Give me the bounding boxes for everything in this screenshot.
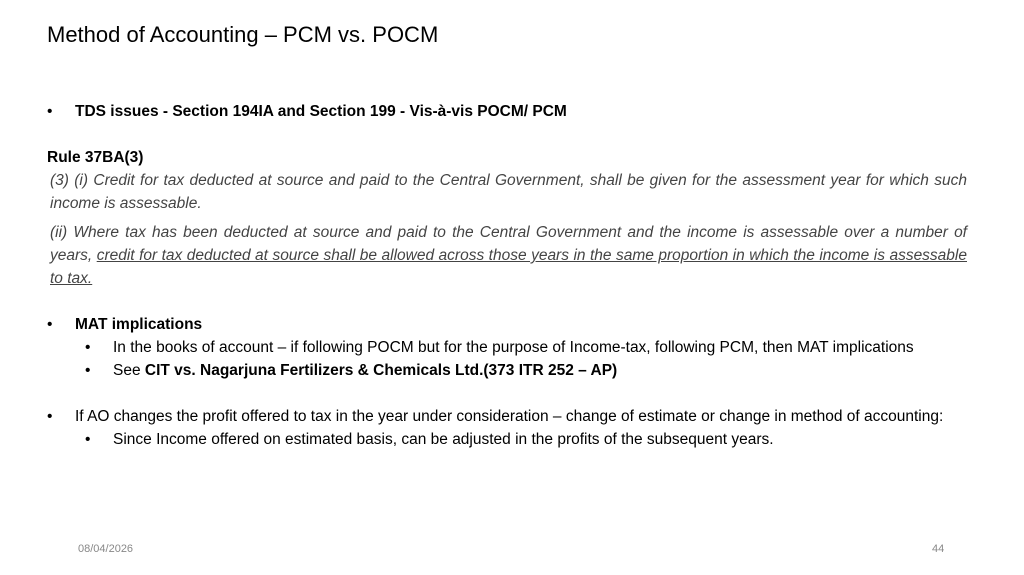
rule-para-1: (3) (i) Credit for tax deducted at source and paid to the Central Government, shall be given for the assessment year for which such income is assessable. [50, 172, 967, 212]
footer-page-number: 44 [932, 543, 945, 555]
bullet-icon: • [85, 339, 91, 356]
mat-heading: MAT implications [75, 316, 203, 333]
rule-heading: Rule 37BA(3) [47, 149, 144, 166]
footer-date: 08/04/2026 [78, 543, 134, 555]
ao-bullet [47, 405, 967, 428]
bullet-icon: • [47, 408, 53, 425]
bullet-icon: • [85, 431, 91, 448]
tds-bullet [47, 100, 967, 123]
rule-para-2-underlined: credit for tax deducted at source shall be allowed across those years in the same proportion in which the income is assessable to tax. [50, 247, 967, 287]
bullet-icon: • [47, 316, 53, 333]
ao-sub-1-text: Since Income offered on estimated basis, can be adjusted in the profits of the subsequent years. [113, 431, 774, 448]
mat-sub-2 [47, 359, 967, 382]
mat-sub-1 [47, 336, 967, 359]
slide-content [47, 100, 967, 451]
rule-para-2-plain: (ii) Where tax has been deducted at source and paid to the Central Government and the income is assessable over a number of years, [50, 224, 967, 264]
rule-text [47, 169, 967, 290]
slide-title: Method of Accounting – PCM vs. POCM [47, 22, 439, 47]
mat-sub-1-text: In the books of account – if following POCM but for the purpose of Income-tax, following PCM, then MAT implications [113, 339, 914, 356]
mat-sub-2-prefix: See [113, 362, 145, 379]
ao-sub-1 [47, 428, 967, 451]
tds-heading: TDS issues - Section 194IA and Section 199 - Vis-à-vis POCM/ PCM [75, 103, 567, 120]
ao-text: If AO changes the profit offered to tax in the year under consideration – change of estimate or change in method of accounting: [75, 408, 944, 425]
rule-para-2 [50, 221, 967, 290]
mat-bullet [47, 313, 967, 336]
mat-sub-2-case: CIT vs. Nagarjuna Fertilizers & Chemicals Ltd.(373 ITR 252 – AP) [144, 362, 618, 379]
bullet-icon: • [85, 362, 91, 379]
bullet-icon: • [47, 103, 53, 120]
